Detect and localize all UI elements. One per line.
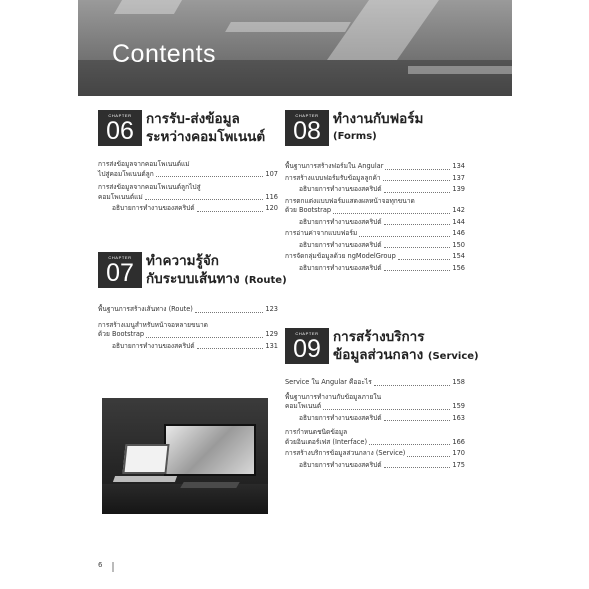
chapter-06	[98, 110, 278, 230]
chapter-title: การสร้างบริการ ข้อมูลส่วนกลาง (Service)	[333, 329, 479, 363]
chapter-badge: CHAPTER 09	[285, 328, 329, 364]
chapter-badge: CHAPTER 07	[98, 252, 142, 288]
toc-entry[interactable]: อธิบายการทำงานของสคริปต์ 163	[299, 413, 465, 422]
chapter-badge: CHAPTER 08	[285, 110, 329, 146]
chapter-entries	[285, 378, 465, 472]
desk-photo	[102, 398, 268, 514]
toc-entry[interactable]: อธิบายการทำงานของสคริปต์ 156	[299, 263, 465, 272]
page-number-rule	[112, 562, 114, 572]
toc-entry[interactable]: การตกแต่งแบบฟอร์มแสดงผลหน้าจอทุกขนาด ด้วย Bootstrap 142	[285, 196, 465, 214]
header-photo	[78, 0, 512, 96]
toc-entry[interactable]: การสร้างเมนูสำหรับหน้าจอหลายขนาด ด้วย Bootstrap 129	[98, 320, 278, 338]
chapter-09	[285, 328, 479, 488]
chapter-07	[98, 252, 287, 372]
chapter-title: การรับ-ส่งข้อมูล ระหว่างคอมโพเนนต์	[146, 111, 266, 145]
toc-entry[interactable]: อธิบายการทำงานของสคริปต์ 150	[299, 240, 465, 249]
toc-entry[interactable]: พื้นฐานการสร้างฟอร์มใน Angular 134	[285, 162, 465, 170]
toc-entry[interactable]: การสร้างแบบฟอร์มรับข้อมูลลูกค้า 137	[285, 173, 465, 182]
chapter-entries	[285, 162, 465, 275]
toc-entry[interactable]: อธิบายการทำงานของสคริปต์ 175	[299, 460, 465, 469]
chapter-title: ทำงานกับฟอร์ม (Forms)	[333, 111, 424, 142]
toc-entry[interactable]: การจัดกลุ่มข้อมูลด้วย ngModelGroup 154	[285, 252, 465, 260]
toc-entry[interactable]: การส่งข้อมูลจากคอมโพเนนต์ลูกไปสู่ คอมโพเนนต์แม่ 116	[98, 183, 278, 201]
toc-entry[interactable]: อธิบายการทำงานของสคริปต์ 120	[112, 204, 278, 212]
toc-entry[interactable]: Service ใน Angular คืออะไร 158	[285, 378, 465, 386]
toc-entry[interactable]: การอ่านค่าจากแบบฟอร์ม 146	[285, 229, 465, 237]
toc-entry[interactable]: การส่งข้อมูลจากคอมโพเนนต์แม่ ไปสู่คอมโพเนนต์ลูก 107	[98, 160, 278, 178]
page-title: Contents	[112, 40, 217, 68]
page-number: 6	[98, 561, 103, 569]
toc-entry[interactable]: พื้นฐานการทำงานกับข้อมูลภายใน คอมโพเนนต์ 159	[285, 392, 465, 410]
toc-entry[interactable]: อธิบายการทำงานของสคริปต์ 131	[112, 341, 278, 350]
toc-entry[interactable]: พื้นฐานการสร้างเส้นทาง (Route) 123	[98, 305, 278, 313]
chapter-08	[285, 110, 465, 310]
toc-entry[interactable]: อธิบายการทำงานของสคริปต์ 139	[299, 185, 465, 193]
toc-entry[interactable]: การกำหนดชนิดข้อมูล ด้วยอินเตอร์เฟส (Interface) 166	[285, 428, 465, 446]
chapter-badge: CHAPTER 06	[98, 110, 142, 146]
chapter-title: ทำความรู้จัก กับระบบเส้นทาง (Route)	[146, 253, 287, 287]
toc-entry[interactable]: อธิบายการทำงานของสคริปต์ 144	[299, 217, 465, 226]
toc-entry[interactable]: การสร้างบริการข้อมูลส่วนกลาง (Service) 170	[285, 449, 465, 457]
chapter-entries	[98, 160, 278, 216]
chapter-entries	[98, 305, 278, 353]
